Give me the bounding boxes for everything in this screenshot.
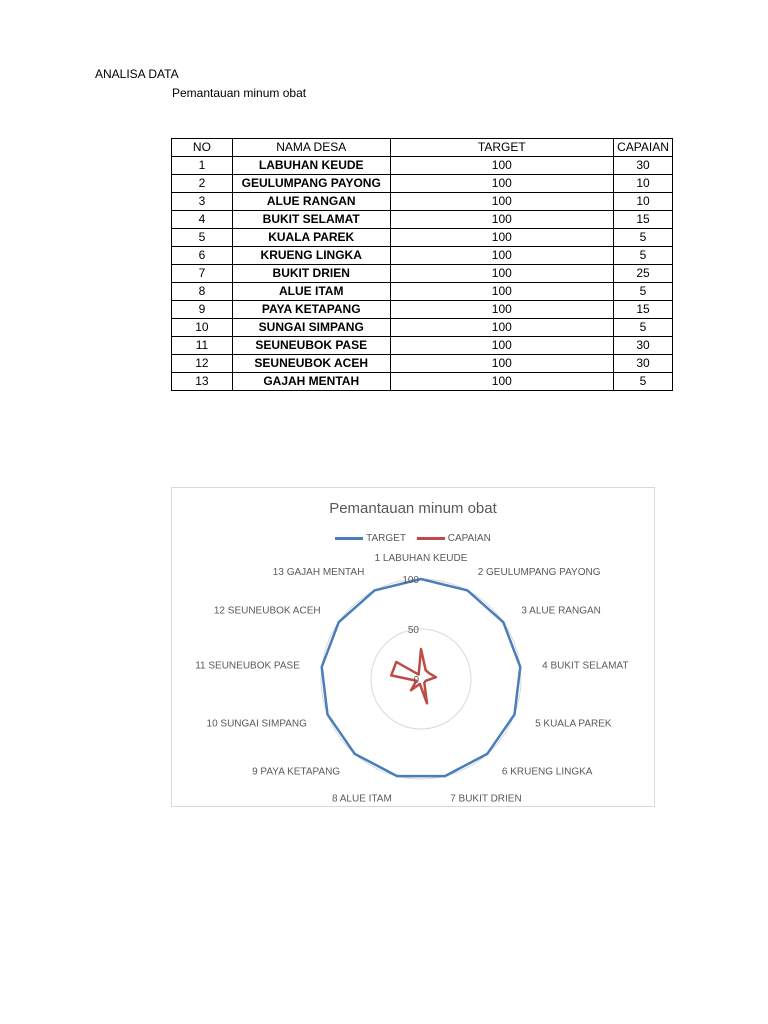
cell-target: 100 <box>390 337 613 355</box>
column-header-target: TARGET <box>390 139 613 157</box>
cell-capaian: 30 <box>613 157 672 175</box>
cell-no: 11 <box>172 337 233 355</box>
table-row <box>172 229 673 247</box>
cell-nama-desa: SEUNEUBOK PASE <box>232 337 390 355</box>
radar-chart <box>171 487 655 807</box>
cell-nama-desa: KRUENG LINGKA <box>232 247 390 265</box>
cell-no: 10 <box>172 319 233 337</box>
cell-no: 12 <box>172 355 233 373</box>
cell-nama-desa: GAJAH MENTAH <box>232 373 390 391</box>
category-label: 10 SUNGAI SIMPANG <box>206 718 307 730</box>
cell-target: 100 <box>390 265 613 283</box>
cell-target: 100 <box>390 175 613 193</box>
cell-nama-desa: PAYA KETAPANG <box>232 301 390 319</box>
cell-nama-desa: SUNGAI SIMPANG <box>232 319 390 337</box>
category-label: 1 LABUHAN KEUDE <box>374 553 468 564</box>
category-label: 3 ALUE RANGAN <box>521 605 601 617</box>
cell-capaian: 10 <box>613 193 672 211</box>
table-row <box>172 301 673 319</box>
table-header-row <box>172 139 673 157</box>
column-header-capaian: CAPAIAN <box>613 139 672 157</box>
cell-capaian: 5 <box>613 283 672 301</box>
column-header-no: NO <box>172 139 233 157</box>
cell-capaian: 25 <box>613 265 672 283</box>
radar-plot <box>172 488 656 808</box>
cell-target: 100 <box>390 211 613 229</box>
cell-target: 100 <box>390 373 613 391</box>
table-row <box>172 337 673 355</box>
cell-capaian: 5 <box>613 247 672 265</box>
cell-nama-desa: BUKIT DRIEN <box>232 265 390 283</box>
cell-no: 2 <box>172 175 233 193</box>
legend-label-target: TARGET <box>366 533 406 544</box>
table-row <box>172 157 673 175</box>
legend-label-capaian: CAPAIAN <box>447 533 491 544</box>
table-row <box>172 193 673 211</box>
category-label: 9 PAYA KETAPANG <box>252 766 341 778</box>
tick-label-50: 50 <box>407 625 419 636</box>
category-label: 8 ALUE ITAM <box>331 793 392 805</box>
cell-nama-desa: ALUE RANGAN <box>232 193 390 211</box>
table-row <box>172 247 673 265</box>
cell-no: 7 <box>172 265 233 283</box>
cell-nama-desa: LABUHAN KEUDE <box>232 157 390 175</box>
cell-target: 100 <box>390 193 613 211</box>
cell-capaian: 10 <box>613 175 672 193</box>
category-label: 11 SEUNEUBOK PASE <box>195 660 300 672</box>
cell-no: 3 <box>172 193 233 211</box>
category-label: 2 GEULUMPANG PAYONG <box>477 566 601 578</box>
series-line-target <box>322 579 521 776</box>
chart-title: Pemantauan minum obat <box>329 500 497 517</box>
cell-capaian: 5 <box>613 373 672 391</box>
category-label: 12 SEUNEUBOK ACEH <box>213 605 321 617</box>
column-header-nama-desa: NAMA DESA <box>232 139 390 157</box>
cell-target: 100 <box>390 247 613 265</box>
cell-no: 5 <box>172 229 233 247</box>
cell-capaian: 15 <box>613 211 672 229</box>
cell-capaian: 30 <box>613 337 672 355</box>
table-row <box>172 283 673 301</box>
cell-capaian: 5 <box>613 319 672 337</box>
table-row <box>172 319 673 337</box>
category-label: 6 KRUENG LINGKA <box>501 766 593 778</box>
cell-target: 100 <box>390 301 613 319</box>
category-label: 5 KUALA PAREK <box>535 718 612 730</box>
cell-nama-desa: BUKIT SELAMAT <box>232 211 390 229</box>
category-label: 4 BUKIT SELAMAT <box>542 660 629 672</box>
data-table <box>171 138 673 391</box>
table-row <box>172 211 673 229</box>
cell-target: 100 <box>390 157 613 175</box>
cell-nama-desa: GEULUMPANG PAYONG <box>232 175 390 193</box>
page-heading: ANALISA DATA <box>95 67 179 81</box>
cell-no: 13 <box>172 373 233 391</box>
cell-target: 100 <box>390 355 613 373</box>
page-subheading: Pemantauan minum obat <box>172 86 307 100</box>
category-label: 7 BUKIT DRIEN <box>450 793 522 805</box>
cell-target: 100 <box>390 229 613 247</box>
table-row <box>172 265 673 283</box>
cell-no: 4 <box>172 211 233 229</box>
cell-no: 6 <box>172 247 233 265</box>
table-row <box>172 355 673 373</box>
cell-capaian: 5 <box>613 229 672 247</box>
cell-no: 8 <box>172 283 233 301</box>
cell-nama-desa: ALUE ITAM <box>232 283 390 301</box>
cell-capaian: 30 <box>613 355 672 373</box>
category-label: 13 GAJAH MENTAH <box>272 566 365 578</box>
cell-target: 100 <box>390 319 613 337</box>
cell-nama-desa: SEUNEUBOK ACEH <box>232 355 390 373</box>
cell-nama-desa: KUALA PAREK <box>232 229 390 247</box>
cell-capaian: 15 <box>613 301 672 319</box>
tick-label-100: 100 <box>402 575 419 586</box>
cell-no: 1 <box>172 157 233 175</box>
table-row <box>172 175 673 193</box>
cell-target: 100 <box>390 283 613 301</box>
gridline-mid <box>371 629 471 729</box>
cell-no: 9 <box>172 301 233 319</box>
tick-label-0: 0 <box>413 675 419 686</box>
table-row <box>172 373 673 391</box>
